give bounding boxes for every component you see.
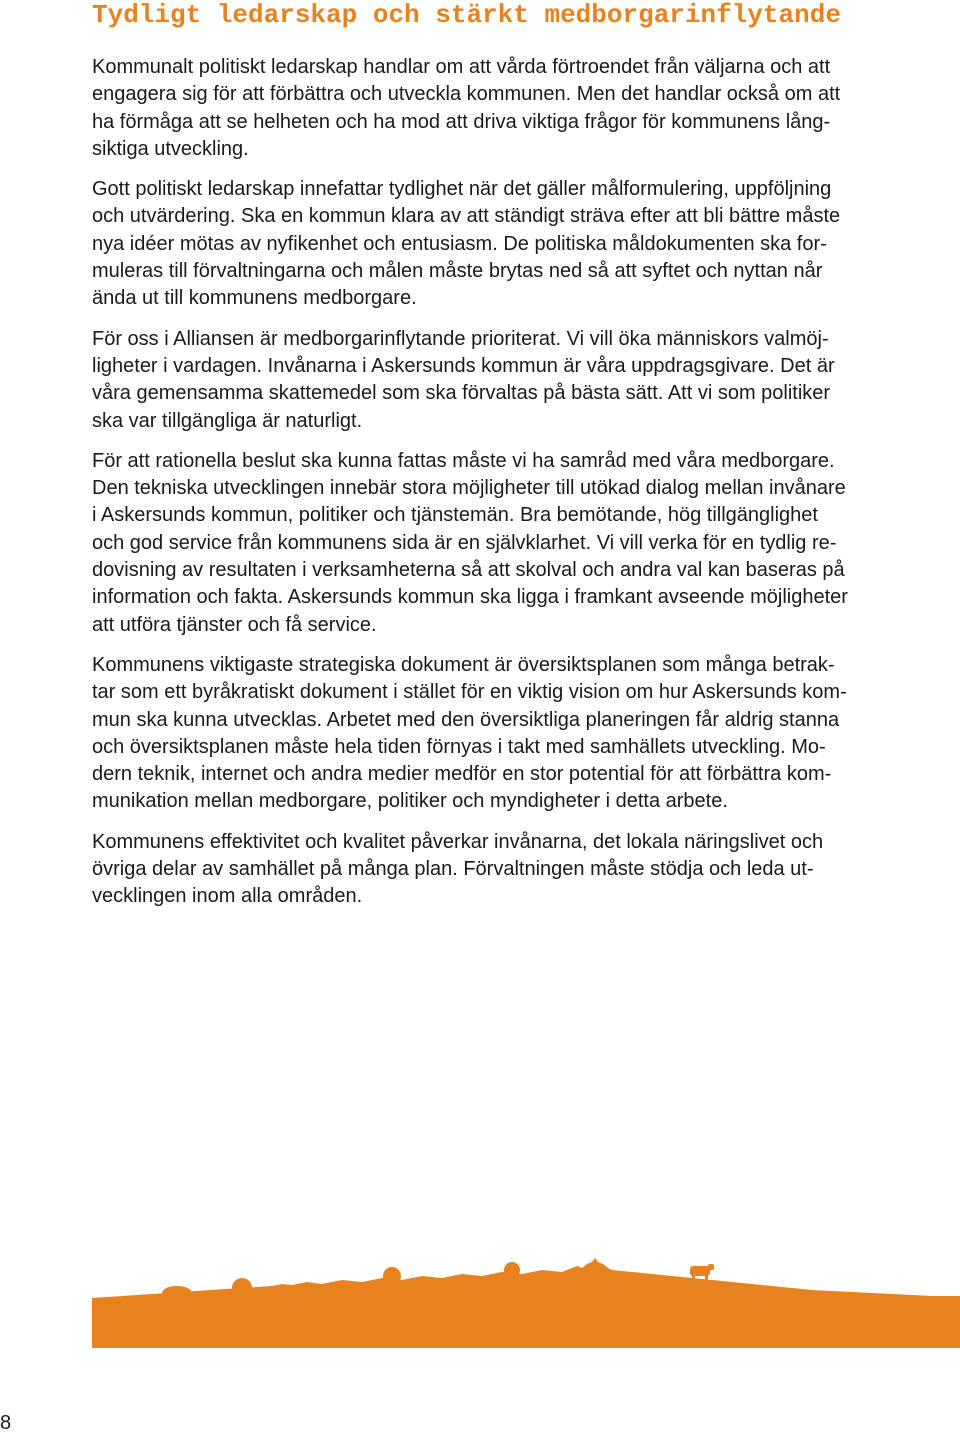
paragraph-line: Kommunens viktigaste strategiska dokument är översiktsplanen som många betrak- — [92, 653, 835, 676]
paragraph-line: dovisning av resultaten i verksamheterna så att skolval och andra val kan baseras på — [92, 559, 845, 582]
page-title: Tydligt ledarskap och stärkt medborgarinflytande — [92, 0, 841, 30]
paragraph-line: Den tekniska utvecklingen innebär stora möjligheter till utökad dialog mellan invånare — [92, 477, 846, 500]
paragraph-line: nya idéer mötas av nyfikenhet och entusiasm. De politiska måldokumenten ska for- — [92, 232, 827, 255]
paragraph-line: ha förmåga att se helheten och ha mod att driva viktiga frågor för kommunens lång- — [92, 110, 831, 133]
cow-shape — [690, 1266, 710, 1276]
paragraph-line: Gott politiskt ledarskap innefattar tydlighet när det gäller målformulering, uppföljning — [92, 178, 832, 201]
paragraph-line: Kommunens effektivitet och kvalitet påverkar invånarna, det lokala näringslivet och — [92, 830, 824, 853]
paragraph — [92, 829, 960, 911]
paragraph-line: munikation mellan medborgare, politiker och myndigheter i detta arbete. — [92, 790, 728, 813]
paragraph-line: ända ut till kommunens medborgare. — [92, 287, 417, 310]
paragraph-line: tar som ett byråkratiskt dokument i stället för en viktig vision om hur Askersunds kom- — [92, 681, 847, 704]
paragraph-line: dern teknik, internet och andra medier medför en stor potential för att förbättra kom- — [92, 763, 832, 786]
paragraph-line: och översiktsplanen måste hela tiden förnyas i takt med samhällets utveckling. Mo- — [92, 735, 826, 758]
paragraph-line: engagera sig för att förbättra och utveckla kommunen. Men det handlar också om att — [92, 83, 841, 106]
paragraph-line: ligheter i vardagen. Invånarna i Askersunds kommun är våra uppdragsgivare. Det är — [92, 354, 835, 377]
paragraph-line: siktiga utveckling. — [92, 137, 249, 160]
car-shape — [162, 1286, 192, 1300]
paragraph — [92, 448, 960, 639]
paragraph-line: Kommunalt politiskt ledarskap handlar om att vårda förtroendet från väljarna och att — [92, 56, 831, 78]
paragraph-line: och utvärdering. Ska en kommun klara av att ständigt sträva efter att bli bättre måste — [92, 205, 841, 228]
paragraph-line: För oss i Alliansen är medborgarinflytande prioriterat. Vi vill öka människors valmöj- — [92, 327, 829, 350]
page-number: 8 — [0, 1412, 12, 1434]
tree-shape — [232, 1278, 252, 1298]
paragraph-line: ska var tillgängliga är naturligt. — [92, 409, 363, 432]
paragraph-line: övriga delar av samhället på många plan. Förvaltningen måste stödja och leda ut- — [92, 858, 814, 881]
paragraph-line: och god service från kommunens sida är en självklarhet. Vi vill verka för en tydlig re- — [92, 531, 837, 554]
body-text — [92, 54, 960, 924]
paragraph — [92, 652, 960, 816]
paragraph — [92, 326, 960, 435]
paragraph-line: information och fakta. Askersunds kommun ska ligga i framkant avseende möjligheter — [92, 586, 848, 609]
landscape-ground — [92, 1258, 960, 1348]
paragraph-line: För att rationella beslut ska kunna fattas måste vi ha samråd med våra medborgare. — [92, 449, 835, 472]
paragraph — [92, 176, 960, 312]
paragraph-line: våra gemensamma skattemedel som ska förvaltas på bästa sätt. Att vi som politiker — [92, 382, 831, 405]
tree-shape — [383, 1267, 401, 1285]
landscape-silhouette-illustration — [92, 1258, 960, 1348]
tree-shape — [504, 1262, 520, 1278]
paragraph-line: mun ska kunna utvecklas. Arbetet med den översiktliga planeringen får aldrig stanna — [92, 708, 840, 731]
paragraph — [92, 54, 960, 163]
paragraph-line: i Askersunds kommun, politiker och tjänstemän. Bra bemötande, hög tillgänglighet — [92, 504, 818, 527]
paragraph-line: vecklingen inom alla områden. — [92, 885, 363, 908]
paragraph-line: muleras till förvaltningarna och målen måste brytas ned så att syftet och nyttan når — [92, 260, 823, 283]
paragraph-line: att utföra tjänster och få service. — [92, 613, 377, 636]
